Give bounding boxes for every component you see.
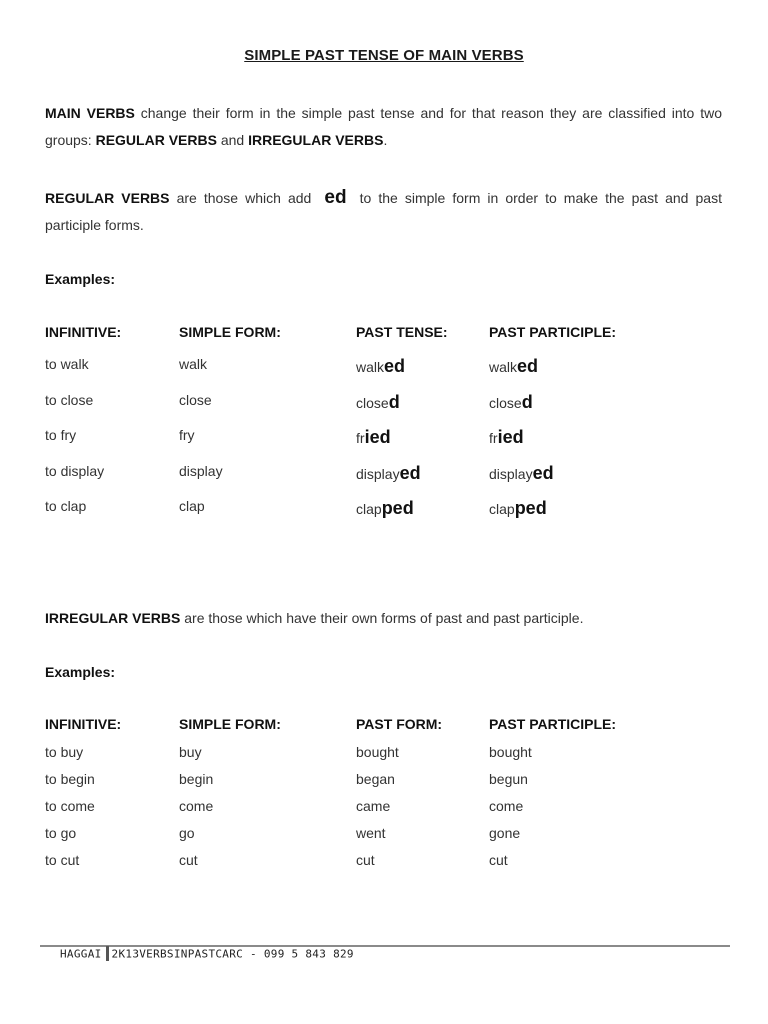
examples-label-regular: Examples:: [45, 271, 116, 287]
footer-doc-info: 2K13VERBSINPASTCARC - 099 5 843 829: [111, 947, 354, 961]
past-tense-cell: [356, 356, 405, 377]
pp-suffix: ied: [497, 427, 524, 447]
past-form-cell: cut: [356, 852, 375, 868]
past-stem: clap: [356, 501, 382, 517]
irregular-def-text: are those which have their own forms of past and past participle.: [180, 610, 584, 626]
past-form-cell: came: [356, 798, 391, 814]
past-stem: close: [356, 395, 389, 411]
past-stem: walk: [356, 359, 385, 375]
page-title: SIMPLE PAST TENSE OF MAIN VERBS: [244, 47, 524, 64]
regular-verbs-term: REGULAR VERBS: [95, 132, 217, 148]
regular-table-header: [45, 324, 745, 346]
examples-label-irregular: Examples:: [45, 664, 116, 680]
irregular-verbs-def-term: IRREGULAR VERBS: [45, 610, 181, 626]
table-row: [45, 498, 745, 520]
past-participle-cell: gone: [489, 825, 521, 841]
past-tense-cell: [356, 392, 400, 413]
table-row: [45, 852, 745, 874]
simple-form-cell: fry: [179, 427, 195, 443]
regular-def-text-2: to the simple form in order to make the past and past participle forms.: [45, 190, 722, 233]
past-participle-cell: [489, 427, 524, 448]
past-suffix: d: [388, 392, 400, 412]
regular-verbs-def-term: REGULAR VERBS: [45, 190, 170, 206]
past-participle-cell: [489, 463, 554, 484]
past-form-cell: bought: [356, 744, 399, 760]
past-participle-cell: [489, 392, 533, 413]
pp-suffix: ped: [514, 498, 547, 518]
header-past-participle: PAST PARTICIPLE:: [489, 324, 617, 340]
pp-suffix: ed: [532, 463, 554, 483]
regular-def-text-1: are those which add: [169, 190, 319, 206]
pp-stem: walk: [489, 359, 518, 375]
past-suffix: ed: [399, 463, 421, 483]
past-tense-cell: [356, 427, 391, 448]
irregular-table-header: [45, 716, 745, 738]
past-participle-cell: [489, 498, 547, 519]
table-row: [45, 427, 745, 449]
simple-form-cell: begin: [179, 771, 214, 787]
past-form-cell: went: [356, 825, 386, 841]
pp-suffix: ed: [517, 356, 539, 376]
header-simple-form: SIMPLE FORM:: [179, 716, 281, 732]
past-tense-cell: [356, 498, 414, 519]
simple-form-cell: go: [179, 825, 195, 841]
past-participle-cell: bought: [489, 744, 532, 760]
past-participle-cell: [489, 356, 538, 377]
infinitive-cell: to cut: [45, 852, 80, 868]
ed-suffix-highlight: ed: [324, 187, 347, 208]
irregular-verbs-table: [45, 716, 745, 876]
past-suffix: ied: [364, 427, 391, 447]
table-row: [45, 825, 745, 847]
regular-verbs-paragraph: [45, 184, 722, 239]
header-simple-form: SIMPLE FORM:: [179, 324, 281, 340]
header-infinitive: INFINITIVE:: [45, 716, 122, 732]
main-verbs-paragraph: [45, 100, 722, 154]
infinitive-cell: to come: [45, 798, 95, 814]
infinitive-cell: to buy: [45, 744, 84, 760]
main-verbs-term: MAIN VERBS: [45, 105, 135, 121]
table-row: [45, 392, 745, 414]
simple-form-cell: display: [179, 463, 223, 479]
past-suffix: ed: [384, 356, 406, 376]
pp-stem: display: [489, 466, 533, 482]
infinitive-cell: to walk: [45, 356, 89, 372]
infinitive-cell: to clap: [45, 498, 87, 514]
simple-form-cell: clap: [179, 498, 205, 514]
pp-stem: close: [489, 395, 522, 411]
pp-stem: clap: [489, 501, 515, 517]
and-text: and: [216, 132, 249, 148]
main-verbs-text: change their form in the simple past tense and for that reason they are classified into two groups:: [45, 105, 722, 148]
simple-form-cell: cut: [179, 852, 198, 868]
simple-form-cell: come: [179, 798, 214, 814]
pp-stem: fr: [489, 430, 498, 446]
table-row: [45, 771, 745, 793]
irregular-verbs-term: IRREGULAR VERBS: [248, 132, 384, 148]
infinitive-cell: to display: [45, 463, 105, 479]
table-row: [45, 744, 745, 766]
header-past-tense: PAST TENSE:: [356, 324, 448, 340]
infinitive-cell: to close: [45, 392, 94, 408]
regular-verbs-table: [45, 324, 745, 534]
simple-form-cell: buy: [179, 744, 202, 760]
past-participle-cell: begun: [489, 771, 528, 787]
infinitive-cell: to fry: [45, 427, 77, 443]
table-row: [45, 798, 745, 820]
header-infinitive: INFINITIVE:: [45, 324, 122, 340]
past-participle-cell: come: [489, 798, 524, 814]
irregular-verbs-paragraph: [45, 605, 722, 632]
simple-form-cell: walk: [179, 356, 208, 372]
past-participle-cell: cut: [489, 852, 508, 868]
page-footer: [60, 947, 354, 962]
pp-suffix: d: [521, 392, 533, 412]
past-stem: fr: [356, 430, 365, 446]
table-row: [45, 356, 745, 378]
past-tense-cell: [356, 463, 421, 484]
past-suffix: ped: [381, 498, 414, 518]
infinitive-cell: to begin: [45, 771, 95, 787]
header-past-participle: PAST PARTICIPLE:: [489, 716, 617, 732]
header-past-form: PAST FORM:: [356, 716, 443, 732]
simple-form-cell: close: [179, 392, 212, 408]
past-form-cell: began: [356, 771, 395, 787]
period-text: .: [383, 132, 388, 148]
footer-separator: [106, 946, 109, 961]
footer-author: HAGGAI: [60, 947, 102, 961]
infinitive-cell: to go: [45, 825, 77, 841]
table-row: [45, 463, 745, 485]
past-stem: display: [356, 466, 400, 482]
